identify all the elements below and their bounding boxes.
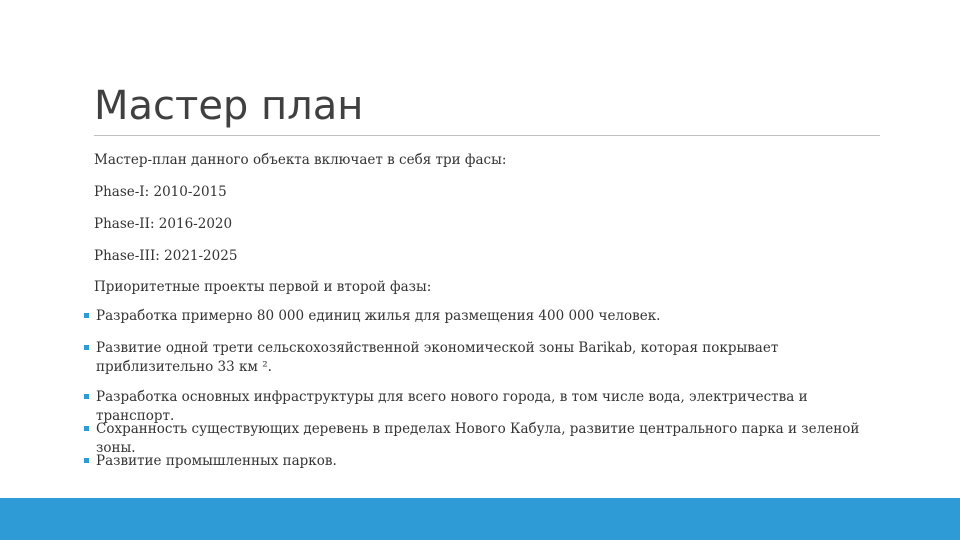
square-bullet-icon bbox=[84, 345, 89, 350]
phase-2-line: Phase-II: 2016-2020 bbox=[94, 216, 233, 232]
intro-paragraph: Мастер-план данного объекта включает в себя три фасы: bbox=[94, 152, 507, 168]
square-bullet-icon bbox=[84, 394, 89, 399]
phase-1-line: Phase-I: 2010-2015 bbox=[94, 184, 227, 200]
slide-title: Мастер план bbox=[94, 83, 364, 129]
list-item bbox=[84, 339, 884, 377]
list-item-text: Развитие одной трети сельскохозяйственной экономической зоны Barikab, которая покрывает приблизительно 33 км ². bbox=[96, 340, 779, 375]
square-bullet-icon bbox=[84, 426, 89, 431]
square-bullet-icon bbox=[84, 313, 89, 318]
phase-3-line: Phase-III: 2021-2025 bbox=[94, 248, 238, 264]
list-item-text: Разработка основных инфраструктуры для всего нового города, в том числе вода, электричества и транспорт. bbox=[96, 389, 808, 424]
list-item-text: Развитие промышленных парков. bbox=[96, 453, 337, 469]
square-bullet-icon bbox=[84, 458, 89, 463]
footer-accent-bar bbox=[0, 498, 960, 540]
priority-heading: Приоритетные проекты первой и второй фазы: bbox=[94, 279, 432, 295]
list-item-text: Разработка примерно 80 000 единиц жилья для размещения 400 000 человек. bbox=[96, 308, 661, 324]
title-divider bbox=[94, 135, 880, 136]
list-item bbox=[84, 307, 884, 326]
list-item-text: Сохранность существующих деревень в пределах Нового Кабула, развитие центрального парка и зеленой зоны. bbox=[96, 421, 860, 456]
list-item bbox=[84, 452, 884, 471]
